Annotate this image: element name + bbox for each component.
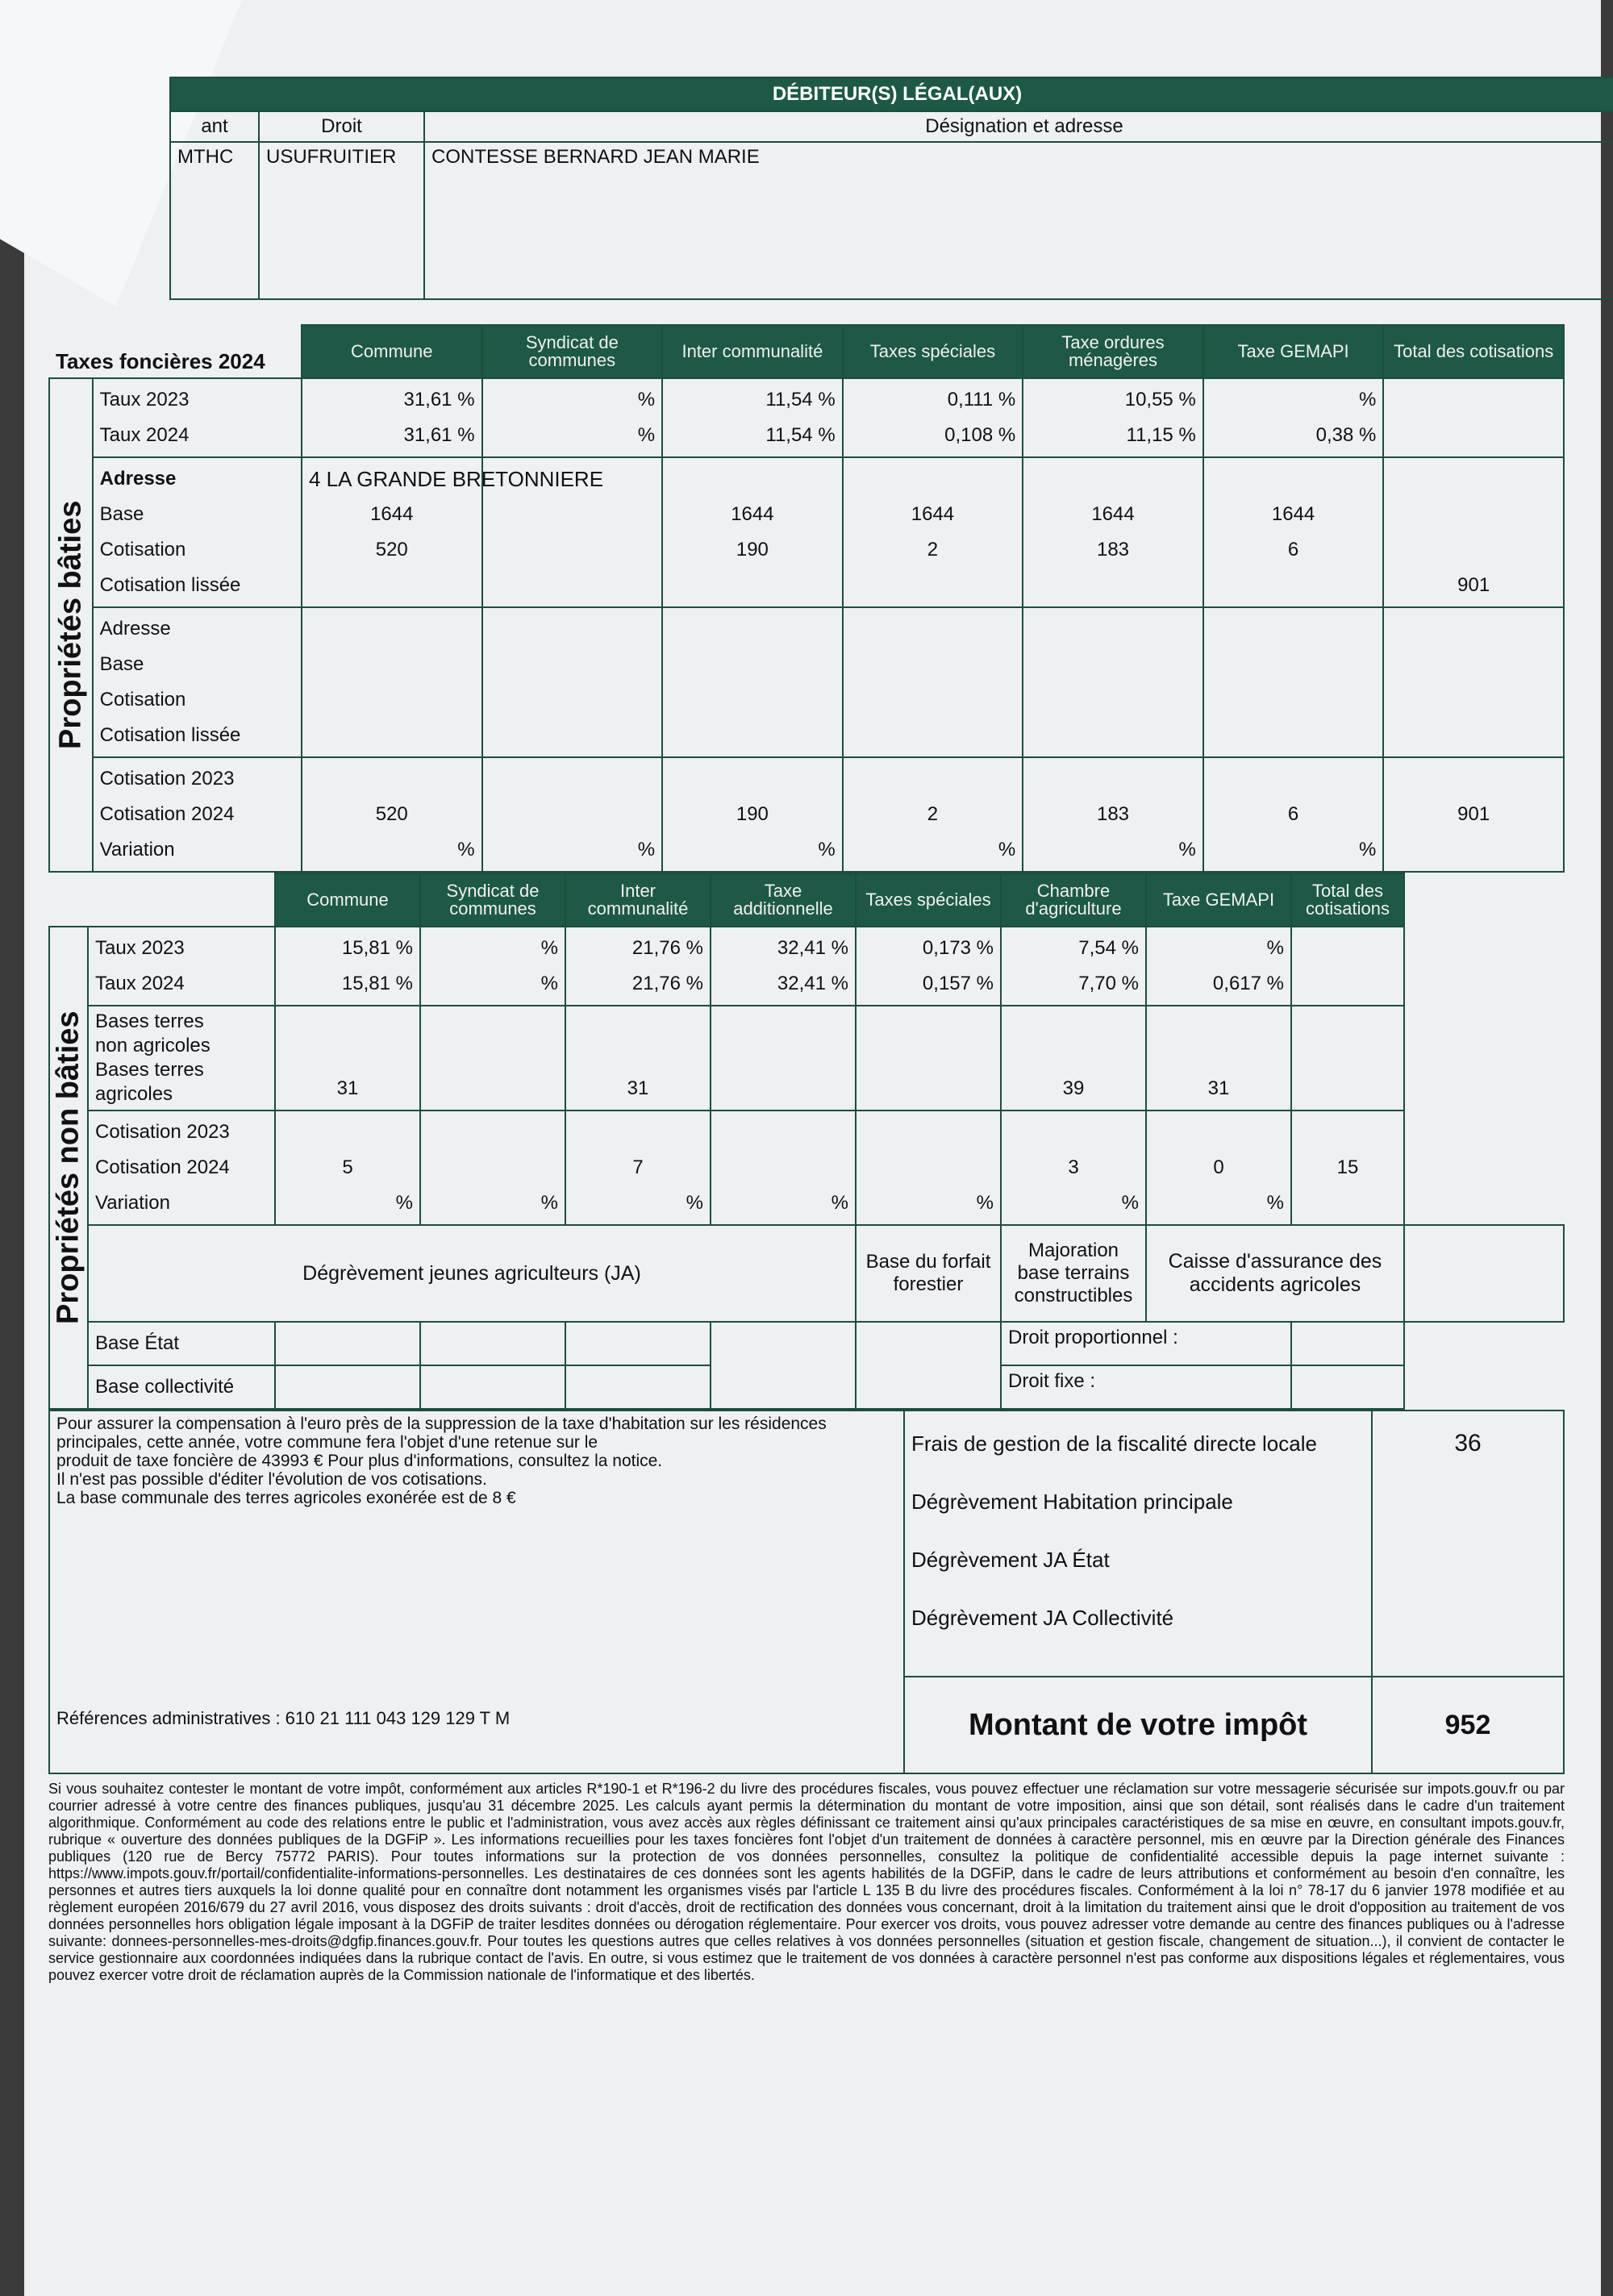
built-property1-labels: Adresse Base Cotisation Cotisation lissée [93, 457, 302, 607]
unbuilt-rate-taxes-speciales: 0,173 % 0,157 % [856, 927, 1001, 1006]
unbuilt-rate-commune: 15,81 % 15,81 % [275, 927, 420, 1006]
unbuilt-col-chambre-agriculture: Chambre d'agriculture [1001, 873, 1146, 927]
legal-debtors-title: DÉBITEUR(S) LÉGAL(AUX) [170, 77, 1613, 111]
built-property2-cell [843, 607, 1023, 757]
built-col-taxes-speciales: Taxes spéciales [843, 325, 1023, 378]
base-etat-cell [275, 1322, 420, 1365]
unbuilt-rate-chambre: 7,54 % 7,70 % [1001, 927, 1146, 1006]
built-rate-total [1383, 378, 1564, 457]
unbuilt-summary-taxes-speciales: % [856, 1110, 1001, 1225]
summary-table [48, 1410, 1565, 1774]
unbuilt-col-commune: Commune [275, 873, 420, 927]
unbuilt-summary-commune: 5 % [275, 1110, 420, 1225]
base-collectivite-label: Base collectivité [88, 1365, 275, 1409]
built-rate-intercommunalite: 11,54 % 11,54 % [662, 378, 843, 457]
base-etat-cell [565, 1322, 711, 1365]
built-rate-ordures: 10,55 % 11,15 % [1023, 378, 1203, 457]
unbuilt-properties-table [48, 873, 1565, 1410]
debtor-right: USUFRUITIER [259, 142, 424, 299]
built-rate-taxes-speciales: 0,111 % 0,108 % [843, 378, 1023, 457]
legal-debtors-table [169, 77, 1613, 300]
debtor-name: CONTESSE BERNARD JEAN MARIE [424, 142, 1613, 299]
unbuilt-summary-taxe-additionnelle: % [711, 1110, 856, 1225]
built-property1-intercommunalite: 1644 190 [662, 457, 843, 607]
unbuilt-summary-total: 15 [1291, 1110, 1404, 1225]
built-col-syndicat: Syndicat de communes [482, 325, 663, 378]
forest-base-header: Base du forfait forestier [856, 1225, 1001, 1322]
built-rate-labels: Taux 2023 Taux 2024 [93, 378, 302, 457]
unbuilt-col-syndicat: Syndicat de communes [420, 873, 565, 927]
built-side-label: Propriétés bâties [49, 378, 93, 872]
unbuilt-side-label: Propriétés non bâties [49, 927, 88, 1409]
unbuilt-base-taxes-speciales [856, 1006, 1001, 1110]
administrative-references: Références administratives : 610 21 111 043 129 129 T M [56, 1708, 511, 1728]
base-etat-cell [420, 1322, 565, 1365]
unbuilt-base-total [1291, 1006, 1404, 1110]
droit-fixe-label: Droit fixe : [1001, 1365, 1291, 1409]
fees-values: 36 [1372, 1411, 1564, 1677]
unbuilt-rate-syndicat: % % [420, 927, 565, 1006]
ja-relief-header: Dégrèvement jeunes agriculteurs (JA) [88, 1225, 856, 1322]
unbuilt-col-total: Total des cotisations [1291, 873, 1404, 927]
constructible-land-value [856, 1322, 1001, 1409]
unbuilt-base-intercommunalite: 31 [565, 1006, 711, 1110]
unbuilt-col-taxe-additionnelle: Taxe additionnelle [711, 873, 856, 927]
legal-notice: Si vous souhaitez contester le montant de votre impôt, conformément aux articles R*190-1 et R*196-2 du livre des procédures fiscales, vous pouvez effectuer une réclamation sur votre messagerie sécurisée sur impots.gouv.fr ou par courrier adressé à votre centre des finances publiques, jusqu'au 31 décembre 2025. Les calculs ayant permis la détermination du montant de votre imposition, ainsi que son détail, sont réalisés dans le cadre d'un traitement algorithmique. Conformément au code des relations entre le public et l'administration, vous avez accès aux règles définissant ce traitement ainsi qu'aux principales caractéristiques de sa mise en œuvre, en consultant impots.gouv.fr, rubrique « ouverture des données publiques de la DGFiP ». Les informations recueillies pour les taxes foncières font l'objet d'un traitement de données à caractère personnel, mis en œuvre par la Direction générale des Finances publiques (120 rue de Bercy 75772 PARIS). Pour toutes informations sur la protection de vos données personnelles, consultez la politique de confidentialité accessible depuis la page internet suivante : https://www.impots.gouv.fr/portail/confidentialite-informations-personnelles. Les destinataires de ces données sont les agents habilités de la DGFiP, dans le cadre de leurs attributions et conformément au besoin d'en connaître, les personnes et autres tiers auxquels la loi donne qualité pour en connaître dont notamment les organismes visés par l'article L 135 B du livre des procédures fiscales. Conformément à la loi n° 78-17 du 6 janvier 1978 modifiée et au règlement européen 2016/679 du 27 avril 2016, vous disposez des droits suivants : droit d'accès, droit de rectification des données vous concernant, droit à la limitation du traitement ainsi que le droit d'opposition au traitement de vos données personnelles hors obligation légale imposant à la DGFiP de traiter lesdites données ou dérogation réglementaire. Pour exercer vos droits, vous pouvez adresser votre demande au centre des finances publiques ou à l'adresse suivante: donnees-personnelles-mes-droits@dgfip.finances.gouv.fr. Pour toutes les questions autres que celles relatives à vos données personnelles (situation et gestion fiscale, changement de situation...), il convient de contacter le service gestionnaire aux coordonnées indiquées dans la rubrique contact de l'avis. En outre, si vous estimez que le traitement de vos données à caractère personnel n'est pas conforme aux dispositions légales et réglementaires, vous pouvez exercer votre droit de réclamation auprès de la Commission nationale de l'informatique et des libertés. [48, 1781, 1565, 1983]
built-properties-table [48, 324, 1565, 873]
built-rate-gemapi: % 0,38 % [1203, 378, 1384, 457]
debtors-col-id: ant [170, 111, 259, 142]
debtors-col-right: Droit [259, 111, 424, 142]
built-col-intercommunalite: Inter communalité [662, 325, 843, 378]
unbuilt-summary-intercommunalite: 7 % [565, 1110, 711, 1225]
unbuilt-rate-gemapi: % 0,617 % [1146, 927, 1291, 1006]
built-property1-commune: 4 LA GRANDE BRETONNIERE 1644 520 [302, 457, 482, 607]
unbuilt-base-commune: 31 [275, 1006, 420, 1110]
unbuilt-summary-labels: Cotisation 2023 Cotisation 2024 Variation [88, 1110, 275, 1225]
built-summary-gemapi: 6 % [1203, 757, 1384, 872]
debtors-col-designation: Désignation et adresse [424, 111, 1613, 142]
base-collectivite-cell [565, 1365, 711, 1409]
droit-proportionnel-label: Droit proportionnel : [1001, 1322, 1291, 1365]
built-table-title: Taxes foncières 2024 [56, 349, 265, 373]
droit-proportionnel-value [1291, 1322, 1404, 1365]
built-property2-cell [482, 607, 663, 757]
agricultural-insurance-total [1404, 1225, 1564, 1322]
forest-base-value [711, 1322, 856, 1409]
built-col-total: Total des cotisations [1383, 325, 1564, 378]
unbuilt-base-gemapi: 31 [1146, 1006, 1291, 1110]
tax-notice-page [48, 77, 1565, 1984]
fees-labels: Frais de gestion de la fiscalité directe locale Dégrèvement Habitation principale Dégrèvement JA État Dégrèvement JA Collectivité [904, 1411, 1372, 1677]
agricultural-insurance-header: Caisse d'assurance des accidents agricoles [1146, 1225, 1404, 1322]
constructible-land-header: Majoration base terrains constructibles [1001, 1225, 1146, 1322]
base-collectivite-cell [275, 1365, 420, 1409]
built-property2-cell [1203, 607, 1384, 757]
unbuilt-col-taxes-speciales: Taxes spéciales [856, 873, 1001, 927]
unbuilt-bases-labels: Bases terres non agricoles Bases terres agricoles [88, 1006, 275, 1110]
built-property2-cell [662, 607, 843, 757]
droit-fixe-value [1291, 1365, 1404, 1409]
unbuilt-base-syndicat [420, 1006, 565, 1110]
unbuilt-rate-intercommunalite: 21,76 % 21,76 % [565, 927, 711, 1006]
unbuilt-rate-total [1291, 927, 1404, 1006]
built-property2-cell [1383, 607, 1564, 757]
unbuilt-summary-syndicat: % [420, 1110, 565, 1225]
debtor-id: MTHC [170, 142, 259, 299]
built-property2-cell [302, 607, 482, 757]
built-property1-total: 901 [1383, 457, 1564, 607]
base-etat-label: Base État [88, 1322, 275, 1365]
built-property1-taxes-speciales: 1644 2 [843, 457, 1023, 607]
built-property2-labels: Adresse Base Cotisation Cotisation lissée [93, 607, 302, 757]
tax-amount-value: 952 [1372, 1677, 1564, 1773]
built-col-gemapi: Taxe GEMAPI [1203, 325, 1384, 378]
built-summary-ordures: 183 % [1023, 757, 1203, 872]
built-summary-taxes-speciales: 2 % [843, 757, 1023, 872]
unbuilt-col-gemapi: Taxe GEMAPI [1146, 873, 1291, 927]
built-rate-commune: 31,61 % 31,61 % [302, 378, 482, 457]
unbuilt-rate-labels: Taux 2023 Taux 2024 [88, 927, 275, 1006]
built-col-ordures-menageres: Taxe ordures ménagères [1023, 325, 1203, 378]
unbuilt-col-intercommunalite: Inter communalité [565, 873, 711, 927]
built-property1-ordures: 1644 183 [1023, 457, 1203, 607]
built-summary-labels: Cotisation 2023 Cotisation 2024 Variation [93, 757, 302, 872]
built-summary-intercommunalite: 190 % [662, 757, 843, 872]
built-summary-commune: 520 % [302, 757, 482, 872]
unbuilt-base-taxe-additionnelle [711, 1006, 856, 1110]
built-rate-syndicat: % % [482, 378, 663, 457]
built-property2-cell [1023, 607, 1203, 757]
built-summary-total: 901 [1383, 757, 1564, 872]
unbuilt-summary-gemapi: 0 % [1146, 1110, 1291, 1225]
unbuilt-summary-chambre: 3 % [1001, 1110, 1146, 1225]
built-summary-syndicat: % [482, 757, 663, 872]
unbuilt-base-chambre: 39 [1001, 1006, 1146, 1110]
built-col-commune: Commune [302, 325, 482, 378]
built-property1-gemapi: 1644 6 [1203, 457, 1384, 607]
base-collectivite-cell [420, 1365, 565, 1409]
compensation-notice: Pour assurer la compensation à l'euro près de la suppression de la taxe d'habitation sur les résidences principales, cette année, votre commune fera l'objet d'une retenue sur le produit de taxe foncière de 43993 € Pour plus d'informations, consultez la notice. Il n'est pas possible d'éditer l'évolution de vos cotisations. La base communale des terres agricoles exonérée est de 8 € Références administratives : 610 21 111 043 129 129 T M [49, 1411, 904, 1773]
tax-amount-label: Montant de votre impôt [904, 1677, 1372, 1773]
unbuilt-header-spacer [49, 873, 275, 927]
unbuilt-rate-taxe-additionnelle: 32,41 % 32,41 % [711, 927, 856, 1006]
